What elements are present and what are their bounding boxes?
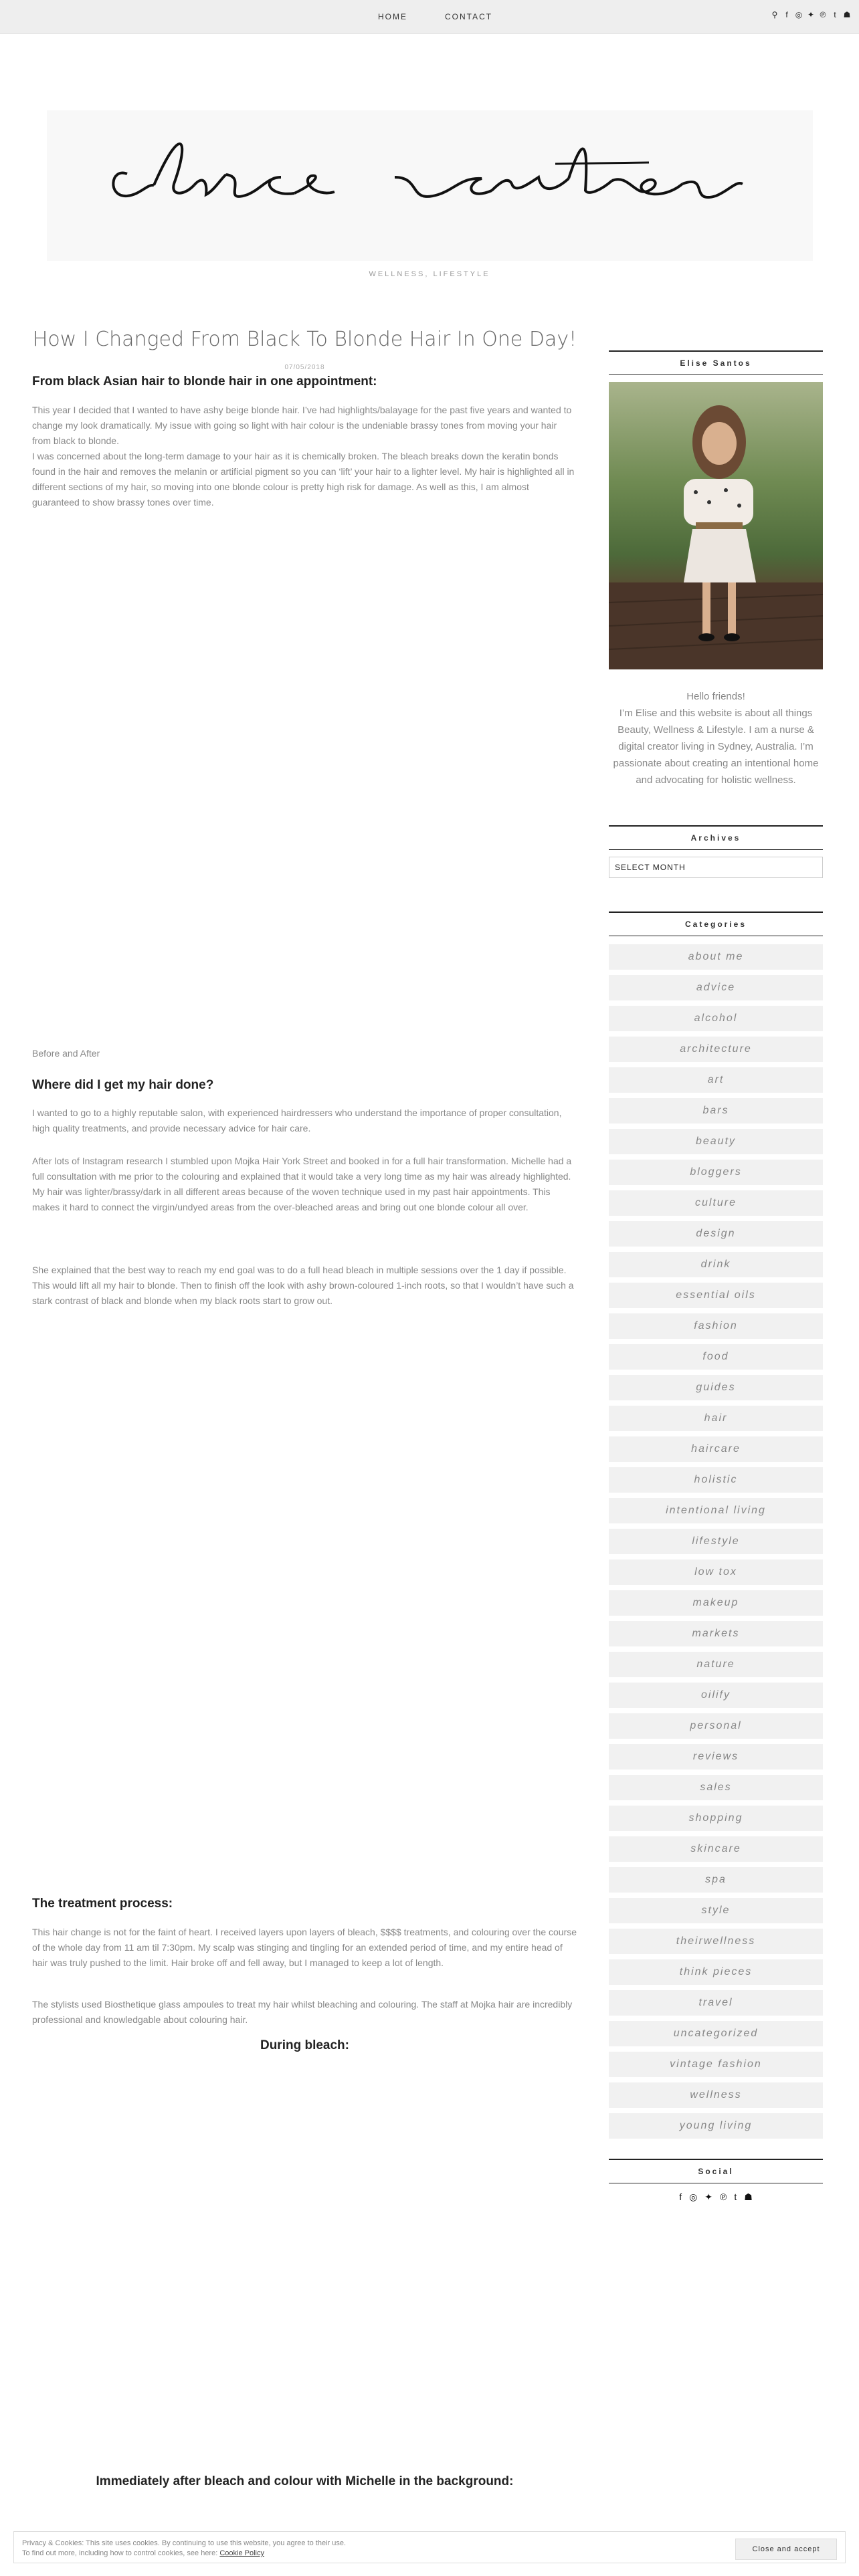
category-item[interactable]: bloggers <box>609 1160 823 1185</box>
site-logo[interactable] <box>47 110 813 261</box>
cookie-policy-link[interactable]: Cookie Policy <box>219 2549 264 2557</box>
site-tagline: WELLNESS, LIFESTYLE <box>369 270 490 278</box>
widget-title-social: Social <box>609 2159 823 2183</box>
category-item[interactable]: design <box>609 1221 823 1247</box>
category-item[interactable]: hair <box>609 1406 823 1431</box>
category-item[interactable]: essential oils <box>609 1283 823 1308</box>
post-date[interactable]: 07/05/2018 <box>284 364 325 371</box>
category-item[interactable]: alcohol <box>609 1006 823 1031</box>
categories-list <box>609 944 823 2139</box>
cookie-line-1: Privacy & Cookies: This site uses cookies. By continuing to use this website, you agree to their use. <box>22 2539 347 2547</box>
category-item[interactable]: skincare <box>609 1836 823 1862</box>
category-item[interactable]: style <box>609 1898 823 1923</box>
image-caption-before-after: Before and After <box>32 1048 100 1059</box>
category-item[interactable]: fashion <box>609 1313 823 1339</box>
close-and-accept-button[interactable]: Close and accept <box>735 2539 837 2560</box>
twitter-icon[interactable]: ✦ <box>704 2191 713 2202</box>
instagram-icon-small[interactable]: ⚲ <box>771 10 778 19</box>
category-item[interactable]: intentional living <box>609 1498 823 1523</box>
paragraph: I was concerned about the long-term damage to your hair as it is chemically broken. The bleach breaks down the keratin bonds found in the hair and removes the melanin or artificial pigment so you can ‘lift’ your hair to a lighter level. My hair is highlighted all in different sections of my hair, so moving into one blonde colour is pretty high risk for damage. As well as this, I am almost guaranteed to show brassy tones over time. <box>32 451 575 508</box>
category-item[interactable]: advice <box>609 975 823 1000</box>
nav-social-icons <box>771 10 851 19</box>
facebook-icon[interactable]: f <box>679 2191 682 2202</box>
paragraph: I wanted to go to a highly reputable salon, with experienced hairdressers who understand the importance of proper consultation, high quality treatments, and provide necessary advice for hair care. <box>32 1107 562 1134</box>
category-item[interactable]: reviews <box>609 1744 823 1769</box>
paragraph: This year I decided that I wanted to have ashy beige blonde hair. I’ve had highlights/balayage for the past five years and wanted to change my look dramatically. My issue with going so light with hair colour is the undeniable brassy tones from moving your hair from black to blonde. <box>32 405 572 446</box>
category-item[interactable]: food <box>609 1344 823 1370</box>
category-item[interactable]: uncategorized <box>609 2021 823 2046</box>
category-item[interactable]: personal <box>609 1713 823 1739</box>
category-item[interactable]: architecture <box>609 1037 823 1062</box>
paragraph: She explained that the best way to reach my end goal was to do a full head bleach in multiple sessions over the 1 day if possible. This would lift all my hair to blonde. Then to finish off the look with ashy brown-coloured 1-inch roots, so that I wouldn’t have such a stark contrast of black and blonde when my black roots start to grow out. <box>32 1265 574 1306</box>
paragraph: The stylists used Biosthetique glass ampoules to treat my hair whilst bleaching and colouring. The staff at Mojka hair are incredibly professional and knowledgable about colouring hair. <box>32 1999 573 2025</box>
paragraph: This hair change is not for the faint of heart. I received layers upon layers of bleach, $$$$ treatments, and colouring over the course of the whole day from 11 am til 7:30pm. My scalp was stinging and tingling for an extended period of time, and my entire head of hair was truly pushed to the limit. Hair broke off and fell away, but I managed to keep a lot of length. <box>32 1927 577 1968</box>
category-item[interactable]: makeup <box>609 1590 823 1616</box>
snapchat-icon[interactable]: ☗ <box>843 10 851 19</box>
category-item[interactable]: lifestyle <box>609 1529 823 1554</box>
section-heading-treatment: The treatment process: <box>32 1897 173 1911</box>
instagram-icon[interactable]: ◎ <box>689 2191 698 2202</box>
profile-photo <box>609 382 823 669</box>
archives-select[interactable]: SELECT MONTH <box>609 857 823 878</box>
category-item[interactable]: guides <box>609 1375 823 1400</box>
category-item[interactable]: bars <box>609 1098 823 1123</box>
category-item[interactable]: young living <box>609 2113 823 2139</box>
category-item[interactable]: shopping <box>609 1806 823 1831</box>
pinterest-icon[interactable]: ℗ <box>820 10 826 19</box>
category-item[interactable]: wellness <box>609 2082 823 2108</box>
section-heading-black-to-blonde: From black Asian hair to blonde hair in one appointment: <box>32 374 377 389</box>
main-menu <box>378 12 492 21</box>
category-item[interactable]: vintage fashion <box>609 2052 823 2077</box>
author-bio: I’m Elise and this website is about all things Beauty, Wellness & Lifestyle. I am a nurse & digital creator living in Sydney, Australia. I’m passionate about creating an intentional home and advocating for holistic wellness. <box>613 708 819 786</box>
category-item[interactable]: low tox <box>609 1560 823 1585</box>
category-item[interactable]: about me <box>609 944 823 970</box>
subheading-during-bleach: During bleach: <box>260 2038 349 2052</box>
snapchat-icon[interactable]: ☗ <box>744 2191 753 2202</box>
category-item[interactable]: travel <box>609 1990 823 2016</box>
top-navigation <box>0 0 859 34</box>
category-item[interactable]: sales <box>609 1775 823 1800</box>
sidebar <box>609 350 823 2203</box>
tumblr-icon[interactable]: t <box>734 2191 737 2202</box>
category-item[interactable]: think pieces <box>609 1959 823 1985</box>
post-title[interactable]: How I Changed From Black To Blonde Hair In One Day! <box>32 328 577 351</box>
category-item[interactable]: nature <box>609 1652 823 1677</box>
category-item[interactable]: drink <box>609 1252 823 1277</box>
cookie-banner <box>13 2531 846 2563</box>
category-item[interactable]: beauty <box>609 1129 823 1154</box>
logo-script <box>47 110 813 261</box>
category-item[interactable]: spa <box>609 1867 823 1893</box>
greeting: Hello friends! <box>686 691 745 702</box>
cookie-line-2: To find out more, including how to control cookies, see here: <box>22 2549 218 2557</box>
widget-title-archives: Archives <box>609 825 823 850</box>
instagram-icon[interactable]: ◎ <box>795 10 803 19</box>
tumblr-icon[interactable]: t <box>834 10 836 19</box>
facebook-icon[interactable]: f <box>785 10 788 19</box>
category-item[interactable]: art <box>609 1067 823 1093</box>
category-item[interactable]: haircare <box>609 1436 823 1462</box>
sidebar-social-icons <box>609 2191 823 2203</box>
twitter-icon[interactable]: ✦ <box>807 10 815 19</box>
subheading-after-bleach: Immediately after bleach and colour with Michelle in the background: <box>96 2474 514 2488</box>
cookie-text <box>22 2539 346 2559</box>
category-item[interactable]: markets <box>609 1621 823 1646</box>
section-heading-where: Where did I get my hair done? <box>32 1078 214 1092</box>
category-item[interactable]: theirwellness <box>609 1929 823 1954</box>
widget-title-categories: Categories <box>609 911 823 936</box>
category-item[interactable]: holistic <box>609 1467 823 1493</box>
paragraph: After lots of Instagram research I stumbled upon Mojka Hair York Street and booked in for a full hair transformation. Michelle had a full consultation with me prior to the colouring and explained that it would take a very long time as my hair was already highlighted. My hair was lighter/brassy/dark in all different areas because of the woven technique used in my past hair appointments. This makes it hard to connect the virgin/undyed areas from the over-bleached areas and bring out one blonde colour all over. <box>32 1156 572 1212</box>
nav-contact[interactable]: CONTACT <box>445 12 493 21</box>
widget-title-about: Elise Santos <box>609 350 823 375</box>
profile-photo-illustration <box>609 382 823 669</box>
nav-home[interactable]: HOME <box>378 12 407 21</box>
category-item[interactable]: oilify <box>609 1683 823 1708</box>
category-item[interactable]: culture <box>609 1190 823 1216</box>
pinterest-icon[interactable]: ℗ <box>720 2191 727 2202</box>
